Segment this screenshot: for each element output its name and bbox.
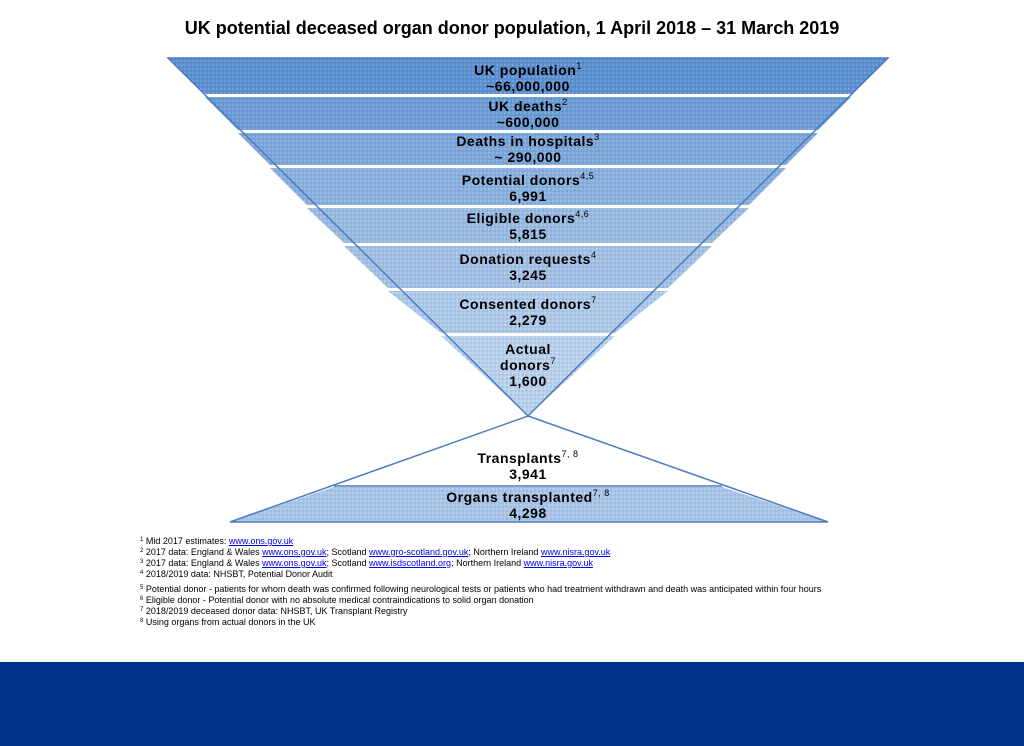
label-donation-requests: Donation requests$^4$ 3,245 bbox=[459, 250, 597, 283]
link-ons-2[interactable]: www.ons.gov.uk bbox=[262, 547, 327, 557]
footnote-5: $^5$ Potential donor - patients for whom death was confirmed following neurological tests or patients who had treatment withdrawn and death was anticipated within four hours bbox=[140, 584, 822, 594]
link-gro-scotland[interactable]: www.gro-scotland.gov.uk bbox=[369, 547, 469, 557]
link-ons-1[interactable]: www.ons.gov.uk bbox=[228, 536, 294, 546]
footer-bar bbox=[0, 662, 1024, 746]
link-nisra-1[interactable]: www.nisra.gov.uk bbox=[540, 547, 611, 557]
label-consented-donors: Consented donors$^7$ 2,279 bbox=[459, 295, 597, 328]
footnote-8: $^8$ Using organs from actual donors in the UK bbox=[140, 617, 316, 627]
link-isd-scotland[interactable]: www.isdscotland.org bbox=[369, 558, 452, 568]
page-title: UK potential deceased organ donor population, 1 April 2018 – 31 March 2019 bbox=[184, 18, 840, 38]
footnote-2: $^2$ 2017 data: England & Wales www.ons.gov.uk; Scotland www.gro-scotland.gov.uk; Northern Ireland www.nisra.gov.uk bbox=[140, 547, 611, 557]
link-ons-3[interactable]: www.ons.gov.uk bbox=[262, 558, 327, 568]
footnotes bbox=[140, 536, 860, 628]
label-uk-population: UK population$^1$ ~66,000,000 bbox=[474, 61, 582, 94]
footnote-7: $^7$ 2018/2019 deceased donor data: NHSBT, UK Transplant Registry bbox=[140, 606, 408, 616]
label-potential-donors: Potential donors$^{4,5}$ 6,991 bbox=[461, 171, 595, 204]
label-uk-deaths: UK deaths$^2$ ~600,000 bbox=[488, 97, 568, 130]
label-organs-transplanted: Organs transplanted$^{7, 8}$ 4,298 bbox=[446, 488, 610, 521]
label-eligible-donors: Eligible donors$^{4,6}$ 5,815 bbox=[466, 209, 590, 242]
link-nisra-2[interactable]: www.nisra.gov.uk bbox=[523, 558, 593, 568]
label-transplants: Transplants$^{7, 8}$ 3,941 bbox=[477, 449, 579, 482]
footnote-4: $^4$ 2018/2019 data: NHSBT, Potential Donor Audit bbox=[140, 569, 333, 579]
footnote-3: $^3$ 2017 data: England & Wales www.ons.gov.uk; Scotland www.isdscotland.org; Northern Ireland www.nisra.gov.uk bbox=[140, 558, 593, 568]
footnote-6: $^6$ Eligible donor - Potential donor with no absolute medical contraindications to solid organ donation bbox=[140, 595, 534, 605]
label-actual-donors: Actual donors$^7$ 1,600 bbox=[500, 341, 556, 389]
label-deaths-in-hospitals: Deaths in hospitals$^3$ ~ 290,000 bbox=[456, 132, 600, 165]
footnote-1: $^1$ Mid 2017 estimates: www.ons.gov.uk bbox=[140, 536, 294, 546]
